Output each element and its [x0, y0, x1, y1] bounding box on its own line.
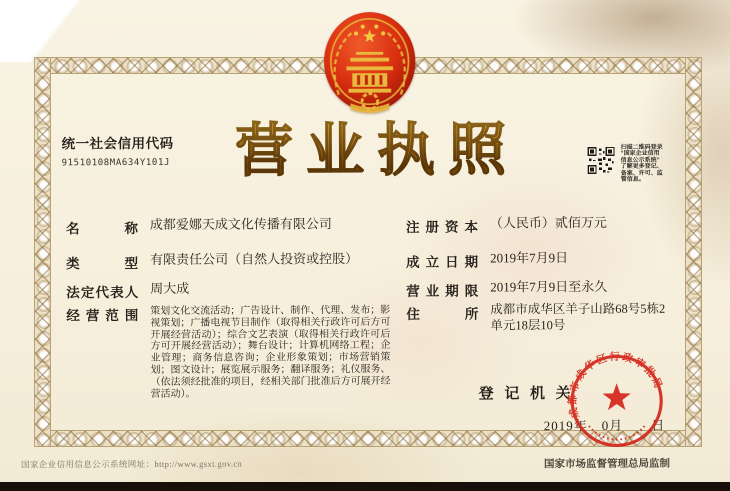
field-row-establish-date	[406, 250, 568, 271]
field-value-type: 有限责任公司（自然人投资或控股）	[150, 251, 359, 267]
credit-code-value: 91510108MA634Y101J	[61, 157, 171, 169]
footer-publicity-site: 国家企业信用信息公示系统网址：http://www.gsxt.gov.cn	[20, 458, 243, 470]
field-value-legal-rep: 周大成	[150, 280, 190, 296]
field-row-address	[406, 302, 672, 334]
svg-text:成都市成华区行政审批局	[565, 350, 666, 420]
national-emblem-icon	[321, 11, 418, 118]
qr-note-text: 扫描二维码登录 “国家企业信用 信息公示系统” 了解更多登记、 备案、许可、监 管信息。	[620, 144, 663, 183]
field-value-registered-capital: （人民币）贰佰万元	[489, 214, 607, 231]
registration-date: 2019年 0月 日	[543, 417, 666, 434]
field-value-establish-date: 2019年7月9日	[490, 250, 569, 266]
photo-bottom-edge	[0, 482, 730, 491]
field-row-registered-capital	[406, 215, 607, 236]
field-label-establish-date: 成立日期	[406, 254, 479, 270]
field-value-business-scope: 策划文化交流活动；广告设计、制作、代理、发布；影视策划；广播电视节目制作（取得相关行政许可后方可开展经营活动）；综合文艺表演（取得相关行政许可后方可开展经营活动）；舞台设计；计算机网络工程；企业管理；商务信息咨询；企业形象策划；市场营销策划；图文设计；展览展示服务；翻译服务；礼仪服务、（依法须经批准的项目，经相关部门批准后方可展开经营活动）。	[150, 304, 391, 400]
field-label-address: 住所	[406, 306, 479, 322]
credit-code-label: 统一社会信用代码	[61, 135, 174, 152]
field-label-business-term: 营业期限	[406, 283, 479, 299]
field-row-business-term	[406, 279, 607, 300]
footer-issuer: 国家市场监督管理总局监制	[543, 458, 670, 471]
field-label-legal-rep: 法定代表人	[66, 284, 139, 301]
registration-seal-icon	[565, 350, 667, 452]
field-value-business-term: 2019年7月9日至永久	[490, 278, 608, 295]
field-row-type	[66, 251, 358, 272]
field-label-business-scope: 经营范围	[66, 307, 139, 324]
registration-authority-label: 登记机关	[478, 385, 571, 403]
field-label-type: 类型	[66, 255, 139, 272]
field-value-address: 成都市成华区羊子山路68号5栋2单元18层10号	[490, 301, 666, 332]
field-label-registered-capital: 注册资本	[405, 219, 478, 235]
seal-star-icon	[603, 383, 631, 410]
license-title: 营业执照	[215, 117, 525, 185]
field-label-name: 名称	[65, 220, 138, 237]
qr-code-icon	[588, 147, 615, 174]
field-row-name	[66, 216, 332, 237]
field-row-business-scope	[66, 303, 390, 401]
field-row-legal-rep	[66, 281, 189, 302]
field-value-name: 成都爱娜天成文化传播有限公司	[149, 216, 332, 232]
seal-text: 成都市成华区行政审批局	[567, 351, 665, 420]
